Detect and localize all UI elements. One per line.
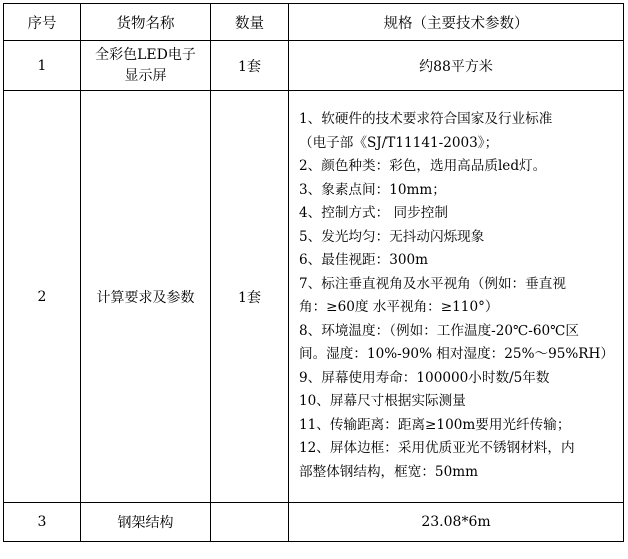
header-row <box>4 4 624 41</box>
item-name-line: 显示屏 <box>124 67 167 84</box>
row-quantity <box>211 503 289 542</box>
table-row <box>4 91 624 503</box>
procurement-spec-table <box>3 3 624 542</box>
spec-line: 7、标注垂直视角及水平视角（例如：垂直视 <box>299 275 566 292</box>
table-row <box>4 503 624 542</box>
item-name-line: 全彩色LED电子 <box>95 46 196 63</box>
spec-line: 部整体钢结构，框宽：50mm <box>299 463 479 480</box>
header-specification: 规格（主要技术参数） <box>289 4 624 41</box>
row-serial-no: 3 <box>4 503 81 542</box>
spec-line: 4、控制方式： 同步控制 <box>299 205 448 221</box>
spec-line: 间。湿度：10%-90% 相对湿度：25%～95%RH） <box>299 346 614 362</box>
row-item-name: 计算要求及参数 <box>81 91 211 503</box>
row-serial-no: 2 <box>4 91 81 503</box>
spec-line: 11、传输距离：距离≥100m要用光纤传输； <box>299 416 571 433</box>
row-item-name <box>81 41 211 91</box>
spec-line: 5、发光均匀：无抖动闪烁现象 <box>299 228 485 245</box>
spec-line: 1、软硬件的技术要求符合国家及行业标准 <box>299 111 553 127</box>
row-specification: 约88平方米 <box>289 41 624 91</box>
row-specification: 23.08*6m <box>289 503 624 542</box>
header-quantity: 数量 <box>211 4 289 41</box>
header-item-name: 货物名称 <box>81 4 211 41</box>
row-specification <box>289 91 624 503</box>
spec-line: 角：≥60度 水平视角：≥110°） <box>299 299 499 315</box>
spec-line: 2、颜色种类：彩色，选用高品质led灯。 <box>299 158 547 174</box>
spec-line: 12、屏体边框：采用优质亚光不锈钢材料，内 <box>299 440 575 456</box>
header-serial-no: 序号 <box>4 4 81 41</box>
spec-line: 9、屏幕使用寿命：100000小时数/5年数 <box>299 369 550 386</box>
spec-line: 3、象素点间：10mm； <box>299 181 446 198</box>
table-row <box>4 41 624 91</box>
spec-line: 10、屏幕尺寸根据实际测量 <box>299 393 466 409</box>
row-serial-no: 1 <box>4 41 81 91</box>
spec-line: （电子部《SJ/T11141-2003》； <box>299 134 499 151</box>
row-quantity: 1套 <box>211 41 289 91</box>
row-quantity: 1套 <box>211 91 289 503</box>
spec-line: 6、最佳视距：300m <box>299 252 429 268</box>
row-item-name: 钢架结构 <box>81 503 211 542</box>
spec-line: 8、环境温度：（例如：工作温度-20℃-60℃区 <box>299 322 579 339</box>
